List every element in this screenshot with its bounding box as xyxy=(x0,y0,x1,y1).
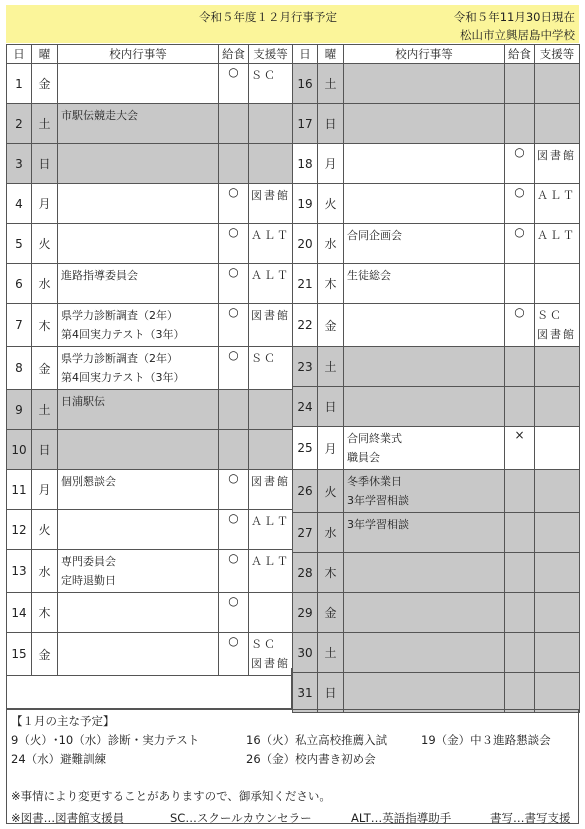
support-cell xyxy=(249,184,293,224)
legend-item: SC…スクールカウンセラー xyxy=(170,811,312,825)
meal-mark xyxy=(219,104,249,144)
plan-item: 26（金）校内書き初め会 xyxy=(246,752,376,766)
day-of-week: 月 xyxy=(32,470,58,510)
events-cell xyxy=(344,470,505,513)
support-text: ＡＬＴ xyxy=(537,189,576,202)
meal-mark: ○ xyxy=(505,144,535,184)
meal-mark xyxy=(505,347,535,387)
meal-mark xyxy=(505,64,535,104)
meal-mark: ○ xyxy=(219,224,249,264)
events-cell xyxy=(58,184,219,224)
meal-mark: ○ xyxy=(219,184,249,224)
day-of-week: 火 xyxy=(318,470,344,513)
day-row xyxy=(293,144,580,184)
day-of-week: 水 xyxy=(32,550,58,593)
day-of-week: 日 xyxy=(318,104,344,144)
support-cell xyxy=(249,430,293,470)
event-text: 冬季休業日 xyxy=(347,475,402,488)
school-name: 松山市立興居島中学校 xyxy=(460,28,575,42)
day-row xyxy=(293,224,580,264)
support-cell xyxy=(249,510,293,550)
support-text: ＳＣ xyxy=(537,309,563,322)
support-text: ＡＬＴ xyxy=(251,515,290,528)
meal-mark: ○ xyxy=(219,550,249,593)
meal-mark: ○ xyxy=(219,510,249,550)
schedule-table-right xyxy=(292,44,580,713)
meal-mark xyxy=(505,673,535,713)
day-number: 7 xyxy=(7,304,32,347)
header-band xyxy=(6,5,579,43)
day-of-week: 土 xyxy=(318,633,344,673)
event-text: 専門委員会 xyxy=(61,555,116,568)
plan-item: 19（金）中３進路懇談会 xyxy=(421,733,551,747)
day-row xyxy=(293,513,580,553)
events-cell xyxy=(344,264,505,304)
plan-item: 16（火）私立高校推薦入試 xyxy=(246,733,388,747)
schedule-body-left xyxy=(7,64,293,676)
day-of-week: 金 xyxy=(32,64,58,104)
day-number: 19 xyxy=(293,184,318,224)
day-number: 2 xyxy=(7,104,32,144)
events-cell xyxy=(58,593,219,633)
column-header-support: 支援等 xyxy=(249,45,293,64)
day-number: 25 xyxy=(293,427,318,470)
meal-mark xyxy=(219,390,249,430)
day-of-week: 土 xyxy=(32,390,58,430)
meal-mark: ○ xyxy=(219,593,249,633)
events-cell xyxy=(344,673,505,713)
meal-mark xyxy=(505,593,535,633)
support-text: 図書館 xyxy=(251,657,290,670)
day-number: 10 xyxy=(7,430,32,470)
events-cell xyxy=(58,430,219,470)
support-text: 図書館 xyxy=(537,328,576,341)
meal-mark: ○ xyxy=(219,347,249,390)
footer-notes xyxy=(6,709,579,824)
day-number: 18 xyxy=(293,144,318,184)
day-row xyxy=(7,550,293,593)
day-number: 27 xyxy=(293,513,318,553)
support-cell xyxy=(249,550,293,593)
day-row xyxy=(7,593,293,633)
day-of-week: 木 xyxy=(32,304,58,347)
support-cell xyxy=(249,390,293,430)
day-number: 26 xyxy=(293,470,318,513)
events-cell xyxy=(344,304,505,347)
day-number: 29 xyxy=(293,593,318,633)
events-cell xyxy=(344,553,505,593)
support-text: ＳＣ xyxy=(251,69,277,82)
day-row xyxy=(7,184,293,224)
day-row xyxy=(7,264,293,304)
support-cell xyxy=(535,144,580,184)
events-cell xyxy=(344,633,505,673)
events-cell xyxy=(344,347,505,387)
support-cell xyxy=(535,513,580,553)
page-title: 令和５年度１２月行事予定 xyxy=(199,10,337,24)
day-number: 9 xyxy=(7,390,32,430)
day-number: 16 xyxy=(293,64,318,104)
event-text: 県学力診断調査（2年） xyxy=(61,352,178,365)
events-cell xyxy=(58,304,219,347)
day-row xyxy=(293,264,580,304)
meal-mark xyxy=(505,387,535,427)
day-row xyxy=(293,470,580,513)
support-cell xyxy=(249,304,293,347)
meal-mark: × xyxy=(505,427,535,470)
support-cell xyxy=(535,427,580,470)
events-cell xyxy=(344,593,505,633)
day-of-week: 土 xyxy=(318,64,344,104)
day-row xyxy=(293,347,580,387)
day-row xyxy=(7,510,293,550)
day-row xyxy=(293,673,580,713)
day-of-week: 金 xyxy=(32,633,58,676)
meal-mark xyxy=(505,513,535,553)
column-header-events: 校内行事等 xyxy=(344,45,505,64)
support-text: 図書館 xyxy=(251,189,290,202)
day-of-week: 火 xyxy=(32,510,58,550)
day-row xyxy=(7,430,293,470)
event-text: 合同終業式 xyxy=(347,432,402,445)
support-cell xyxy=(535,633,580,673)
day-number: 24 xyxy=(293,387,318,427)
meal-mark: ○ xyxy=(505,224,535,264)
legend-item: ※図書…図書館支援員 xyxy=(11,811,125,825)
day-row xyxy=(7,64,293,104)
day-row xyxy=(7,224,293,264)
meal-mark: ○ xyxy=(219,470,249,510)
support-text: ＡＬＴ xyxy=(251,229,290,242)
meal-mark: ○ xyxy=(219,304,249,347)
event-text: 市駅伝競走大会 xyxy=(61,109,138,122)
events-cell xyxy=(344,104,505,144)
meal-mark: ○ xyxy=(219,264,249,304)
support-text: ＡＬＴ xyxy=(537,229,576,242)
support-cell xyxy=(535,673,580,713)
day-number: 1 xyxy=(7,64,32,104)
support-cell xyxy=(535,387,580,427)
column-header-dow: 曜 xyxy=(318,45,344,64)
events-cell xyxy=(58,144,219,184)
events-cell xyxy=(344,224,505,264)
day-number: 6 xyxy=(7,264,32,304)
support-cell xyxy=(249,64,293,104)
support-text: 図書館 xyxy=(251,309,290,322)
day-number: 3 xyxy=(7,144,32,184)
day-row xyxy=(7,470,293,510)
day-of-week: 月 xyxy=(32,184,58,224)
events-cell xyxy=(58,104,219,144)
event-text: 第4回実力テスト（3年） xyxy=(61,328,185,341)
events-cell xyxy=(58,64,219,104)
day-of-week: 水 xyxy=(32,264,58,304)
column-header-meal: 給食 xyxy=(219,45,249,64)
support-cell xyxy=(249,347,293,390)
events-cell xyxy=(344,64,505,104)
meal-mark xyxy=(219,430,249,470)
event-text: 3年学習相談 xyxy=(347,518,409,531)
events-cell xyxy=(344,144,505,184)
schedule-page xyxy=(6,5,579,824)
day-number: 12 xyxy=(7,510,32,550)
events-cell xyxy=(58,224,219,264)
blank-row xyxy=(6,668,292,709)
meal-mark xyxy=(219,144,249,184)
day-of-week: 金 xyxy=(32,347,58,390)
day-of-week: 日 xyxy=(32,430,58,470)
event-text: 個別懇談会 xyxy=(61,475,116,488)
support-text: ＡＬＴ xyxy=(251,269,290,282)
day-number: 23 xyxy=(293,347,318,387)
support-cell xyxy=(535,470,580,513)
day-of-week: 木 xyxy=(318,264,344,304)
meal-mark: ○ xyxy=(219,633,249,676)
events-cell xyxy=(58,470,219,510)
day-of-week: 金 xyxy=(318,304,344,347)
january-plans-title: 【１月の主な予定】 xyxy=(11,714,115,728)
support-cell xyxy=(249,144,293,184)
day-number: 5 xyxy=(7,224,32,264)
event-text: 定時退勤日 xyxy=(61,574,116,587)
events-cell xyxy=(58,347,219,390)
event-text: 合同企画会 xyxy=(347,229,402,242)
as-of-date: 令和５年11月30日現在 xyxy=(453,10,575,24)
day-of-week: 土 xyxy=(32,104,58,144)
event-text: 進路指導委員会 xyxy=(61,269,138,282)
column-header-meal: 給食 xyxy=(505,45,535,64)
support-text: 図書館 xyxy=(537,149,576,162)
day-number: 8 xyxy=(7,347,32,390)
day-number: 17 xyxy=(293,104,318,144)
column-header-day: 日 xyxy=(293,45,318,64)
plan-item: 24（水）避難訓練 xyxy=(11,752,107,766)
day-row xyxy=(7,104,293,144)
plan-item: 9（火）･10（水）診断・実力テスト xyxy=(11,733,200,747)
day-row xyxy=(293,304,580,347)
support-text: ＡＬＴ xyxy=(251,555,290,568)
day-of-week: 水 xyxy=(318,513,344,553)
meal-mark: ○ xyxy=(219,64,249,104)
change-notice: ※事情により変更することがありますので、御承知ください。 xyxy=(11,789,331,803)
day-of-week: 月 xyxy=(318,144,344,184)
meal-mark xyxy=(505,633,535,673)
event-text: 職員会 xyxy=(347,451,380,464)
support-cell xyxy=(535,593,580,633)
events-cell xyxy=(58,510,219,550)
legend-item: 書写…書写支援 xyxy=(490,811,571,825)
support-cell xyxy=(535,64,580,104)
day-of-week: 木 xyxy=(318,553,344,593)
day-row xyxy=(7,144,293,184)
meal-mark: ○ xyxy=(505,304,535,347)
day-row xyxy=(293,633,580,673)
support-cell xyxy=(535,104,580,144)
event-text: 日浦駅伝 xyxy=(61,395,105,408)
support-cell xyxy=(535,347,580,387)
day-number: 14 xyxy=(7,593,32,633)
event-text: 3年学習相談 xyxy=(347,494,409,507)
day-number: 15 xyxy=(7,633,32,676)
legend-item: ALT…英語指導助手 xyxy=(351,811,452,825)
event-text: 第4回実力テスト（3年） xyxy=(61,371,185,384)
day-row xyxy=(293,427,580,470)
events-cell xyxy=(344,513,505,553)
day-row xyxy=(7,347,293,390)
meal-mark xyxy=(505,470,535,513)
day-row xyxy=(7,304,293,347)
day-of-week: 水 xyxy=(318,224,344,264)
support-cell xyxy=(249,470,293,510)
day-of-week: 火 xyxy=(32,224,58,264)
day-row xyxy=(293,184,580,224)
schedule-table-left xyxy=(6,44,293,676)
support-cell xyxy=(249,224,293,264)
day-of-week: 火 xyxy=(318,184,344,224)
event-text: 県学力診断調査（2年） xyxy=(61,309,178,322)
events-cell xyxy=(344,184,505,224)
events-cell xyxy=(344,427,505,470)
day-number: 22 xyxy=(293,304,318,347)
support-text: ＳＣ xyxy=(251,352,277,365)
event-text: 生徒総会 xyxy=(347,269,391,282)
schedule-body-right xyxy=(293,64,580,713)
support-cell xyxy=(535,264,580,304)
support-cell xyxy=(535,224,580,264)
support-cell xyxy=(535,553,580,593)
day-number: 20 xyxy=(293,224,318,264)
support-cell xyxy=(535,184,580,224)
column-header-day: 日 xyxy=(7,45,32,64)
meal-mark xyxy=(505,264,535,304)
day-of-week: 土 xyxy=(318,347,344,387)
day-row xyxy=(293,64,580,104)
events-cell xyxy=(58,264,219,304)
support-cell xyxy=(249,264,293,304)
day-number: 11 xyxy=(7,470,32,510)
support-cell xyxy=(249,593,293,633)
support-text: ＳＣ xyxy=(251,638,277,651)
column-header-support: 支援等 xyxy=(535,45,580,64)
support-cell xyxy=(535,304,580,347)
day-of-week: 金 xyxy=(318,593,344,633)
day-of-week: 木 xyxy=(32,593,58,633)
day-number: 30 xyxy=(293,633,318,673)
meal-mark xyxy=(505,104,535,144)
day-of-week: 日 xyxy=(318,387,344,427)
day-row xyxy=(7,390,293,430)
support-text: 図書館 xyxy=(251,475,290,488)
day-number: 28 xyxy=(293,553,318,593)
day-number: 21 xyxy=(293,264,318,304)
day-number: 13 xyxy=(7,550,32,593)
events-cell xyxy=(344,387,505,427)
day-row xyxy=(293,593,580,633)
day-row xyxy=(293,104,580,144)
column-header-dow: 曜 xyxy=(32,45,58,64)
day-of-week: 月 xyxy=(318,427,344,470)
day-row xyxy=(293,553,580,593)
day-number: 4 xyxy=(7,184,32,224)
column-header-events: 校内行事等 xyxy=(58,45,219,64)
day-of-week: 日 xyxy=(318,673,344,713)
meal-mark xyxy=(505,553,535,593)
day-of-week: 日 xyxy=(32,144,58,184)
meal-mark: ○ xyxy=(505,184,535,224)
support-cell xyxy=(249,104,293,144)
events-cell xyxy=(58,390,219,430)
day-row xyxy=(293,387,580,427)
events-cell xyxy=(58,550,219,593)
day-number: 31 xyxy=(293,673,318,713)
